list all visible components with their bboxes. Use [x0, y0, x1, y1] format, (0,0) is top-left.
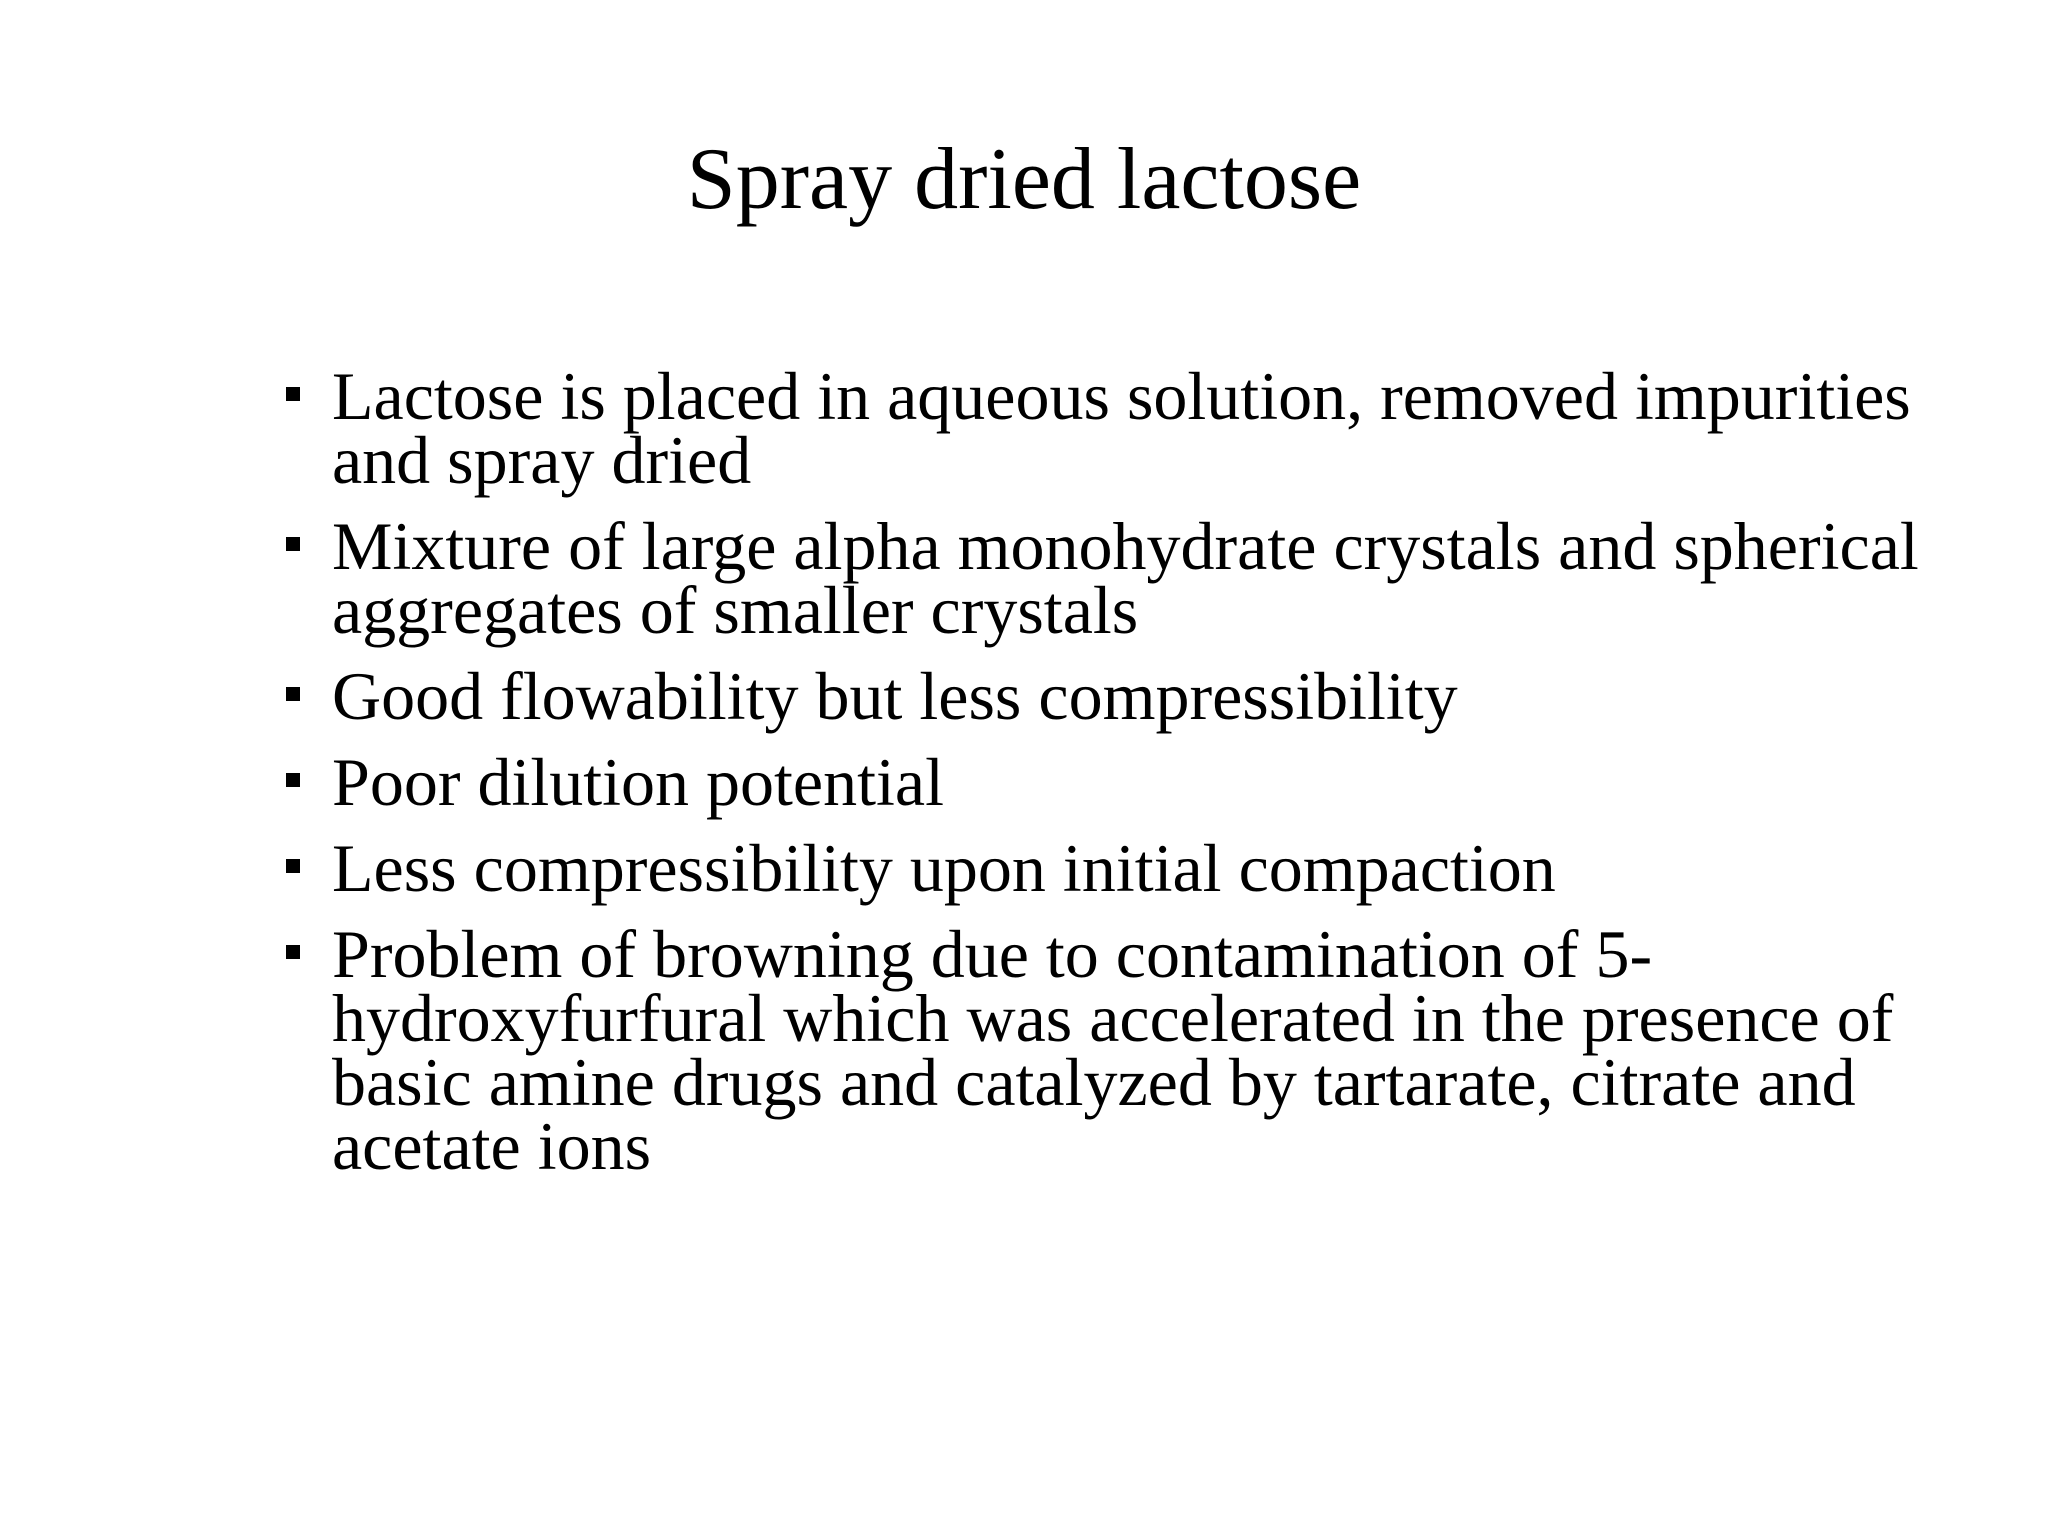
square-bullet-icon	[286, 387, 300, 401]
bullet-item	[282, 508, 1982, 648]
square-bullet-icon	[286, 773, 300, 787]
square-bullet-icon	[286, 859, 300, 873]
bullet-list	[282, 358, 1982, 1200]
bullet-text: Lactose is placed in aqueous solution, removed impurities and spray dried	[332, 358, 1911, 498]
bullet-text: Poor dilution potential	[332, 744, 944, 820]
square-bullet-icon	[286, 945, 300, 959]
slide-title: Spray dried lactose	[686, 131, 1362, 228]
square-bullet-icon	[286, 537, 300, 551]
bullet-item	[282, 744, 1982, 820]
bullet-item	[282, 658, 1982, 734]
bullet-item	[282, 358, 1982, 498]
bullet-item	[282, 830, 1982, 906]
bullet-text: Less compressibility upon initial compaction	[332, 830, 1556, 906]
square-bullet-icon	[286, 687, 300, 701]
bullet-item	[282, 916, 1982, 1184]
bullet-text: Mixture of large alpha monohydrate crystals and spherical aggregates of smaller crystals	[332, 508, 1919, 648]
bullet-text: Problem of browning due to contamination of 5-hydroxyfurfural which was accelerated in the presence of basic amine drugs and catalyzed by tartarate, citrate and acetate ions	[332, 916, 1894, 1184]
bullet-text: Good flowability but less compressibility	[332, 658, 1458, 734]
